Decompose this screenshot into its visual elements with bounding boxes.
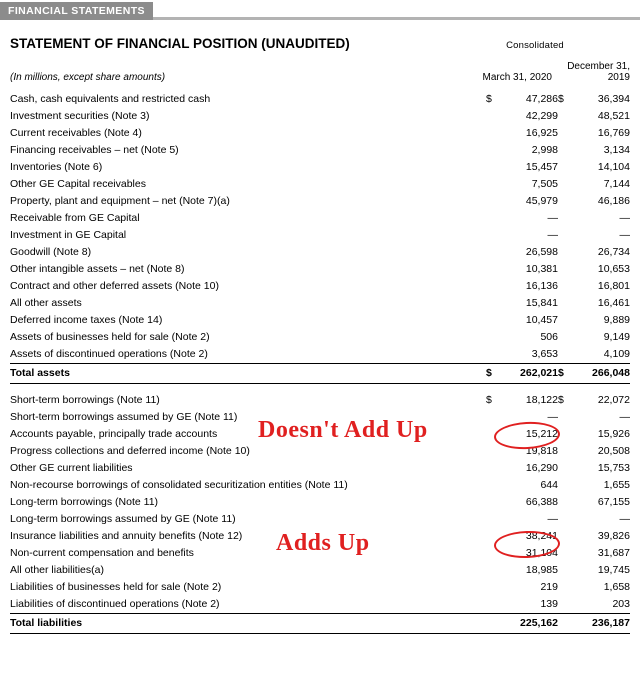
currency-symbol-col1 (486, 159, 498, 176)
row-gap (468, 295, 486, 312)
value-march-2020: — (547, 411, 558, 423)
currency-symbol-col1 (486, 596, 498, 614)
currency-symbol-col1 (486, 227, 498, 244)
currency-symbol-col1 (486, 176, 498, 193)
table-row (10, 329, 630, 346)
table-row (10, 244, 630, 261)
row-gap (468, 443, 486, 460)
value-december-2019: 26,734 (597, 246, 630, 258)
row-gap (468, 312, 486, 329)
value-march-2020: 45,979 (525, 195, 558, 207)
row-label: Other intangible assets – net (Note 8) (10, 263, 185, 275)
value-march-2020: 10,381 (525, 263, 558, 275)
row-gap (468, 108, 486, 125)
currency-symbol-col1 (486, 244, 498, 261)
table-row (10, 579, 630, 596)
currency-symbol-col2 (558, 346, 570, 364)
table-row (10, 511, 630, 528)
row-label: Goodwill (Note 8) (10, 246, 92, 258)
row-label: Total assets (10, 364, 468, 384)
value-march-2020: — (547, 229, 558, 241)
table-row (10, 227, 630, 244)
value-march-2020: 15,212 (525, 428, 558, 440)
row-label: All other assets (10, 297, 82, 309)
page-title: STATEMENT OF FINANCIAL POSITION (UNAUDITED) (10, 36, 350, 51)
row-gap (468, 409, 486, 426)
row-gap (468, 596, 486, 614)
value-december-2019: 16,461 (597, 297, 630, 309)
currency-symbol-col2 (558, 511, 570, 528)
row-gap (468, 460, 486, 477)
value-december-2019: 9,149 (603, 331, 630, 343)
row-gap (468, 261, 486, 278)
currency-symbol-col2 (558, 443, 570, 460)
value-march-2020: 15,841 (525, 297, 558, 309)
row-label: Long-term borrowings (Note 11) (10, 496, 159, 508)
currency-symbol-col2 (558, 312, 570, 329)
row-label: Investment securities (Note 3) (10, 110, 150, 122)
row-gap (468, 91, 486, 108)
currency-symbol-col2 (558, 108, 570, 125)
table-row (10, 460, 630, 477)
table-row (10, 494, 630, 511)
row-label: Property, plant and equipment – net (Note 7)(a) (10, 195, 230, 207)
row-label: Other GE Capital receivables (10, 178, 146, 190)
row-label: Cash, cash equivalents and restricted cash (10, 93, 211, 105)
row-label: Financing receivables – net (Note 5) (10, 144, 179, 156)
value-march-2020: 15,457 (525, 161, 558, 173)
currency-symbol-col2: $ (558, 394, 564, 406)
value-december-2019: 67,155 (597, 496, 630, 508)
row-gap (468, 579, 486, 596)
currency-symbol-col2: $ (558, 364, 570, 384)
row-label: Assets of businesses held for sale (Note 2) (10, 331, 210, 343)
value-december-2019: 4,109 (603, 348, 630, 360)
row-gap (468, 545, 486, 562)
row-gap (468, 614, 486, 634)
section-banner-label: FINANCIAL STATEMENTS (0, 2, 153, 20)
value-december-2019: 36,394 (597, 93, 630, 105)
section-banner (0, 2, 640, 20)
value-march-2020: 139 (540, 598, 558, 610)
value-march-2020: 31,104 (525, 547, 558, 559)
currency-symbol-col2 (558, 193, 570, 210)
currency-symbol-col2: $ (558, 93, 564, 105)
currency-symbol-col2 (558, 210, 570, 227)
currency-symbol-col1: $ (486, 93, 492, 105)
currency-symbol-col1 (486, 443, 498, 460)
row-gap (468, 562, 486, 579)
table-row (10, 278, 630, 295)
row-label: Receivable from GE Capital (10, 212, 140, 224)
value-march-2020: — (547, 212, 558, 224)
row-label: Total liabilities (10, 614, 468, 634)
currency-symbol-col2 (558, 409, 570, 426)
value-december-2019: 15,753 (597, 462, 630, 474)
table-row (10, 91, 630, 108)
currency-symbol-col2 (558, 460, 570, 477)
value-december-2019: 46,186 (597, 195, 630, 207)
value-march-2020: 38,241 (525, 530, 558, 542)
row-gap (468, 494, 486, 511)
value-march-2020: 262,021 (498, 364, 558, 384)
value-march-2020: 506 (540, 331, 558, 343)
row-label: Deferred income taxes (Note 14) (10, 314, 163, 326)
value-december-2019: 14,104 (597, 161, 630, 173)
currency-symbol-col1: $ (486, 364, 498, 384)
currency-symbol-col2 (558, 244, 570, 261)
value-december-2019: 1,658 (603, 581, 630, 593)
row-label: Short-term borrowings (Note 11) (10, 394, 160, 406)
currency-symbol-col2 (558, 142, 570, 159)
row-label: Non-recourse borrowings of consolidated securitization entities (Note 11) (10, 479, 348, 491)
row-gap (468, 528, 486, 545)
row-gap (468, 227, 486, 244)
value-march-2020: 42,299 (525, 110, 558, 122)
value-march-2020: 225,162 (498, 614, 558, 634)
currency-symbol-col1 (486, 346, 498, 364)
value-december-2019: — (619, 411, 630, 423)
currency-symbol-col1 (486, 511, 498, 528)
value-march-2020: 7,505 (531, 178, 558, 190)
currency-symbol-col2 (558, 614, 570, 634)
currency-symbol-col1 (486, 210, 498, 227)
units-note: (In millions, except share amounts) (10, 72, 166, 83)
value-march-2020: 644 (540, 479, 558, 491)
row-label: Investment in GE Capital (10, 229, 127, 241)
row-label: Insurance liabilities and annuity benefits (Note 12) (10, 530, 243, 542)
currency-symbol-col1 (486, 562, 498, 579)
currency-symbol-col2 (558, 579, 570, 596)
currency-symbol-col2 (558, 545, 570, 562)
value-march-2020: 19,818 (525, 445, 558, 457)
currency-symbol-col2 (558, 125, 570, 142)
currency-symbol-col1 (486, 193, 498, 210)
row-gap (468, 142, 486, 159)
currency-symbol-col2 (558, 278, 570, 295)
annotation-adds-up: Adds Up (276, 530, 370, 556)
row-label: Long-term borrowings assumed by GE (Note 11) (10, 513, 236, 525)
value-march-2020: 18,985 (525, 564, 558, 576)
currency-symbol-col1 (486, 579, 498, 596)
table-row (10, 346, 630, 364)
value-march-2020: 16,290 (525, 462, 558, 474)
row-label: Non-current compensation and benefits (10, 547, 194, 559)
row-gap (468, 244, 486, 261)
row-label: Assets of discontinued operations (Note 2) (10, 348, 208, 360)
currency-symbol-col2 (558, 477, 570, 494)
currency-symbol-col1 (486, 312, 498, 329)
row-label: Short-term borrowings assumed by GE (Note 11) (10, 411, 238, 423)
value-december-2019: — (619, 229, 630, 241)
currency-symbol-col2 (558, 562, 570, 579)
value-march-2020: 16,136 (525, 280, 558, 292)
value-december-2019: 19,745 (597, 564, 630, 576)
currency-symbol-col1: $ (486, 394, 492, 406)
table-row (10, 125, 630, 142)
currency-symbol-col2 (558, 176, 570, 193)
row-gap (468, 329, 486, 346)
banner-rule (153, 17, 640, 20)
currency-symbol-col1 (486, 477, 498, 494)
value-december-2019: 1,655 (603, 479, 630, 491)
value-march-2020: 47,286 (525, 93, 558, 105)
table-row (10, 312, 630, 329)
row-label: Liabilities of businesses held for sale (Note 2) (10, 581, 222, 593)
currency-symbol-col1 (486, 261, 498, 278)
annotation-doesnt-add-up: Doesn't Add Up (258, 417, 428, 443)
currency-symbol-col2 (558, 596, 570, 614)
value-december-2019: 7,144 (603, 178, 630, 190)
value-march-2020: 66,388 (525, 496, 558, 508)
currency-symbol-col2 (558, 494, 570, 511)
value-march-2020: 10,457 (525, 314, 558, 326)
currency-symbol-col2 (558, 159, 570, 176)
row-gap (468, 426, 486, 443)
row-gap (468, 364, 486, 384)
row-gap (468, 278, 486, 295)
row-gap (468, 193, 486, 210)
table-row (10, 210, 630, 227)
statement-title-row (10, 36, 630, 51)
table-row (10, 477, 630, 494)
table-row (10, 193, 630, 210)
value-december-2019: — (619, 212, 630, 224)
currency-symbol-col1 (486, 125, 498, 142)
value-december-2019: 266,048 (570, 364, 630, 384)
row-label: Current receivables (Note 4) (10, 127, 142, 139)
table-row (10, 159, 630, 176)
value-december-2019: — (619, 513, 630, 525)
value-march-2020: 3,653 (531, 348, 558, 360)
table-row (10, 142, 630, 159)
table-row (10, 176, 630, 193)
column-header-december-2019 (552, 61, 630, 83)
currency-symbol-col1 (486, 409, 498, 426)
currency-symbol-col1 (486, 460, 498, 477)
currency-symbol-col1 (486, 142, 498, 159)
currency-symbol-col2 (558, 261, 570, 278)
value-december-2019: 15,926 (597, 428, 630, 440)
row-gap (468, 346, 486, 364)
value-march-2020: 18,122 (525, 394, 558, 406)
value-december-2019: 48,521 (597, 110, 630, 122)
value-march-2020: — (547, 513, 558, 525)
table-row-total (10, 364, 630, 384)
table-row (10, 295, 630, 312)
value-march-2020: 2,998 (531, 144, 558, 156)
table-row (10, 562, 630, 579)
row-gap (468, 210, 486, 227)
value-december-2019: 203 (612, 598, 630, 610)
row-label: Other GE current liabilities (10, 462, 133, 474)
value-december-2019: 39,826 (597, 530, 630, 542)
column-headers-row (10, 61, 630, 83)
row-gap (468, 176, 486, 193)
value-december-2019: 10,653 (597, 263, 630, 275)
table-row (10, 261, 630, 278)
currency-symbol-col1 (486, 108, 498, 125)
column-header-december-line1: December 31, (567, 61, 630, 72)
row-gap (468, 477, 486, 494)
currency-symbol-col2 (558, 227, 570, 244)
row-label: Inventories (Note 6) (10, 161, 103, 173)
value-march-2020: 16,925 (525, 127, 558, 139)
table-row-total (10, 614, 630, 634)
currency-symbol-col2 (558, 329, 570, 346)
currency-symbol-col1 (486, 278, 498, 295)
row-gap (468, 125, 486, 142)
row-label: Contract and other deferred assets (Note 10) (10, 280, 219, 292)
currency-symbol-col1 (486, 295, 498, 312)
row-gap (468, 511, 486, 528)
value-december-2019: 20,508 (597, 445, 630, 457)
consolidated-label: Consolidated (506, 40, 564, 51)
currency-symbol-col1 (486, 614, 498, 634)
table-row (10, 392, 630, 409)
column-header-december-line2: 2019 (607, 72, 630, 83)
row-gap (468, 159, 486, 176)
value-december-2019: 16,769 (597, 127, 630, 139)
row-gap (468, 392, 486, 409)
value-december-2019: 236,187 (570, 614, 630, 634)
value-december-2019: 22,072 (597, 394, 630, 406)
currency-symbol-col2 (558, 295, 570, 312)
column-header-march-2020: March 31, 2020 (482, 72, 552, 83)
value-march-2020: 26,598 (525, 246, 558, 258)
value-december-2019: 31,687 (597, 547, 630, 559)
assets-table (10, 91, 630, 384)
table-row (10, 108, 630, 125)
currency-symbol-col1 (486, 329, 498, 346)
table-row (10, 596, 630, 614)
row-label: Liabilities of discontinued operations (Note 2) (10, 598, 220, 610)
value-march-2020: 219 (540, 581, 558, 593)
value-december-2019: 16,801 (597, 280, 630, 292)
row-label: Progress collections and deferred income (Note 10) (10, 445, 250, 457)
row-label: Accounts payable, principally trade accounts (10, 428, 218, 440)
currency-symbol-col1 (486, 494, 498, 511)
row-label: All other liabilities(a) (10, 564, 104, 576)
value-december-2019: 9,889 (603, 314, 630, 326)
value-december-2019: 3,134 (603, 144, 630, 156)
